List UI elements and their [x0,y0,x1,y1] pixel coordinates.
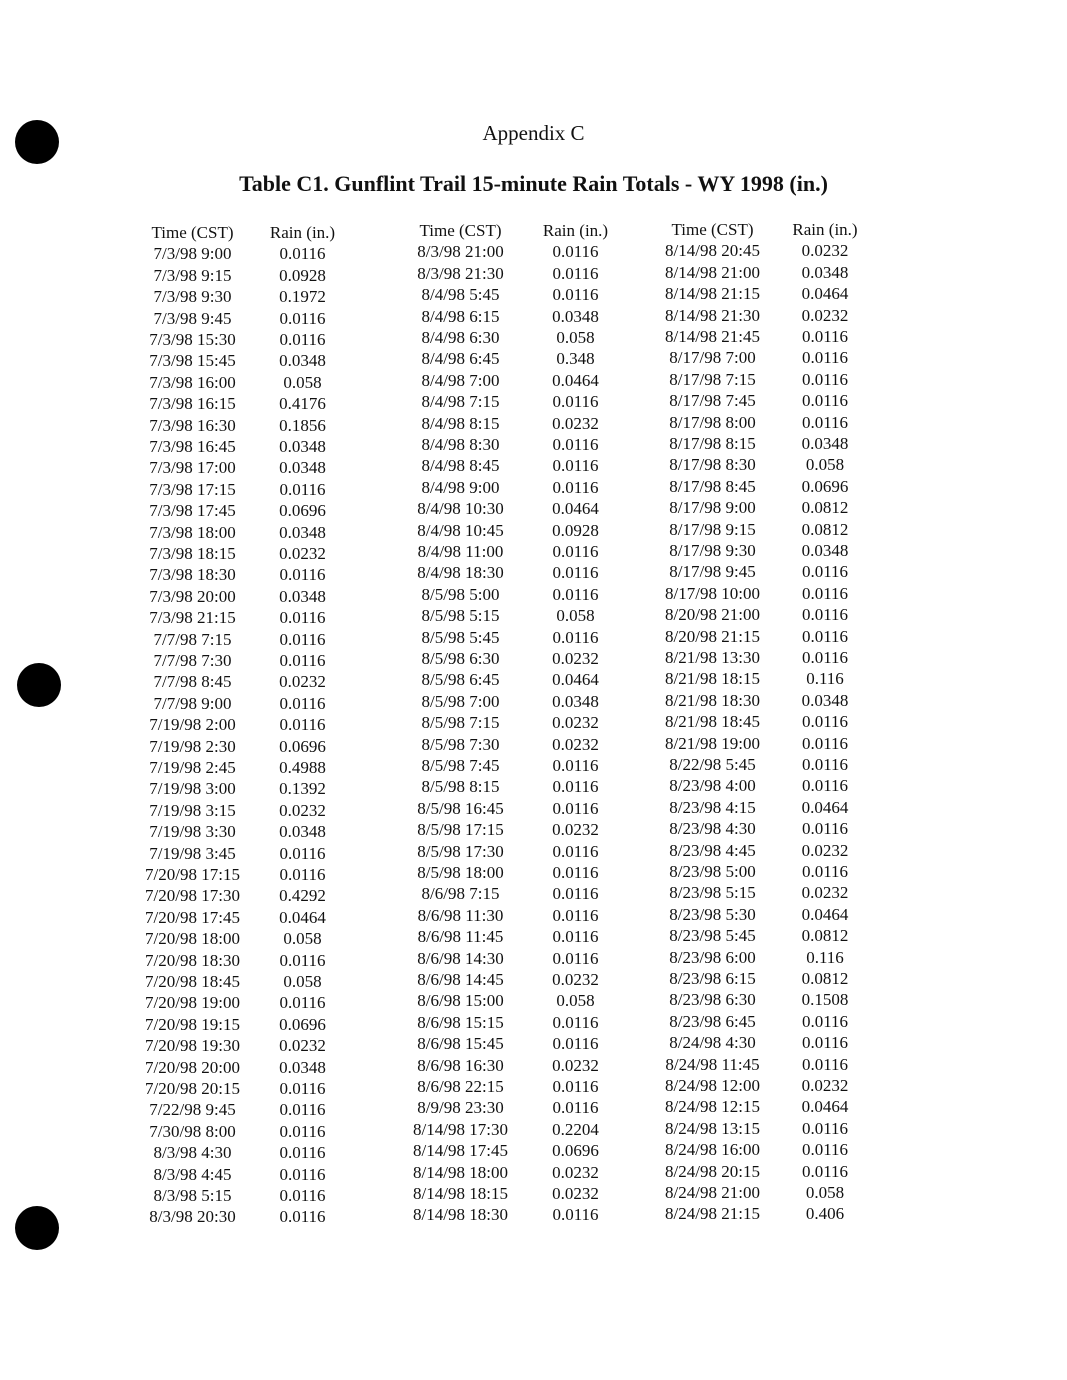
cell-rain: 0.0116 [279,308,326,328]
cell-time: 8/6/98 15:00 [417,991,504,1011]
cell-time: 7/3/98 15:45 [149,351,236,371]
cell-time: 8/23/98 4:30 [669,819,756,839]
cell-time: 8/4/98 10:45 [417,520,504,540]
cell-rain: 0.0116 [801,1118,849,1138]
cell-rain: 0.0116 [552,884,599,904]
cell-time: 8/14/98 21:45 [665,327,760,346]
cell-time: 8/21/98 13:30 [665,648,760,667]
cell-rain: 0.0812 [801,498,849,518]
cell-time: 7/20/98 17:15 [145,865,240,884]
cell-time: 8/4/98 9:00 [421,477,500,497]
cell-time: 8/6/98 11:45 [417,927,504,947]
cell-time: 7/19/98 3:30 [149,822,236,842]
cell-rain: 0.0116 [279,565,326,585]
cell-rain: 0.058 [283,372,322,392]
cell-rain: 0.0116 [279,865,326,884]
cell-time: 8/24/98 4:30 [669,1033,756,1053]
cell-rain: 0.0116 [279,330,326,349]
column-header-rain: Rain (in.) [269,223,336,242]
cell-rain: 0.0232 [801,883,849,903]
cell-time: 8/5/98 5:00 [421,584,500,604]
cell-rain: 0.2204 [552,1119,599,1139]
cell-time: 7/3/98 16:00 [149,372,236,392]
cell-time: 8/23/98 6:30 [669,990,756,1010]
cell-rain: 0.0232 [279,1036,326,1056]
cell-rain: 0.0116 [552,905,599,925]
cell-time: 8/24/98 16:00 [665,1140,760,1160]
cell-time: 7/3/98 9:30 [153,287,232,307]
cell-time: 7/20/98 19:15 [145,1014,240,1034]
cell-rain: 0.0116 [552,392,599,412]
cell-time: 8/6/98 14:45 [417,970,504,989]
appendix-label: Appendix C [482,121,585,145]
cell-rain: 0.058 [805,1183,845,1202]
cell-rain: 0.058 [805,455,845,475]
punch-hole-bottom [15,1206,59,1250]
cell-rain: 0.0116 [279,1164,326,1184]
cell-time: 8/21/98 19:00 [665,733,760,753]
cell-rain: 0.0232 [279,672,326,692]
cell-rain: 0.0116 [801,648,849,667]
cell-time: 8/5/98 5:45 [421,627,500,647]
cell-rain: 0.0116 [801,605,849,625]
cell-rain: 0.0348 [279,1057,326,1077]
column-header-rain: Rain (in.) [792,220,858,239]
cell-time: 8/23/98 6:00 [669,947,756,967]
cell-time: 8/5/98 6:30 [421,649,500,668]
cell-rain: 0.0348 [801,434,849,453]
cell-time: 8/17/98 7:45 [669,391,756,411]
cell-rain: 0.0348 [279,437,326,456]
cell-time: 7/7/98 7:30 [153,651,232,670]
cell-rain: 0.1392 [279,779,326,799]
cell-rain: 0.058 [556,991,595,1011]
cell-rain: 0.1508 [801,990,849,1010]
cell-time: 7/20/98 20:15 [145,1079,240,1098]
cell-rain: 0.0116 [552,948,599,968]
cell-time: 8/6/98 15:45 [417,1034,504,1054]
cell-rain: 0.0232 [279,544,326,563]
cell-rain: 0.0116 [552,435,599,454]
cell-time: 8/14/98 21:30 [665,305,760,325]
cell-rain: 0.348 [556,349,595,369]
cell-time: 7/20/98 19:30 [145,1036,240,1056]
cell-time: 7/20/98 20:00 [145,1057,240,1077]
cell-time: 7/3/98 15:30 [149,330,236,349]
cell-time: 8/23/98 4:45 [669,840,756,860]
cell-rain: 0.0348 [801,690,849,710]
cell-time: 7/20/98 18:30 [145,950,240,970]
cell-rain: 0.0232 [279,800,326,820]
cell-time: 8/3/98 4:45 [153,1164,232,1184]
cell-rain: 0.0116 [552,841,599,861]
cell-time: 8/17/98 9:30 [669,541,756,560]
cell-rain: 0.0116 [552,563,599,583]
cell-time: 7/3/98 20:00 [149,586,236,606]
cell-time: 7/20/98 17:45 [145,907,240,927]
cell-time: 8/3/98 21:30 [417,263,504,283]
cell-rain: 0.0348 [801,541,849,560]
cell-rain: 0.0232 [801,840,849,860]
cell-rain: 0.0464 [552,670,599,690]
cell-time: 8/6/98 22:15 [417,1077,504,1096]
cell-rain: 0.4176 [279,394,326,414]
cell-time: 8/14/98 20:45 [665,241,760,261]
cell-time: 7/19/98 3:15 [149,800,236,820]
cell-time: 8/14/98 18:15 [413,1184,508,1203]
cell-time: 8/4/98 5:45 [421,285,500,305]
cell-time: 8/4/98 6:30 [421,328,500,347]
cell-rain: 0.0116 [279,843,326,863]
cell-time: 7/3/98 9:15 [153,265,232,285]
cell-time: 8/14/98 21:15 [665,284,760,304]
cell-time: 8/17/98 8:45 [669,476,756,496]
cell-time: 7/20/98 18:00 [145,929,240,949]
column-header-time: Time (CST) [671,220,754,239]
cell-time: 7/3/98 16:30 [149,415,236,435]
cell-time: 8/23/98 5:00 [669,862,756,881]
cell-rain: 0.0696 [279,736,326,756]
cell-rain: 0.0116 [552,1034,599,1054]
cell-time: 8/23/98 6:45 [669,1011,756,1031]
cell-rain: 0.0928 [552,520,599,540]
cell-rain: 0.058 [283,929,322,949]
cell-rain: 0.0116 [552,542,599,561]
cell-rain: 0.0232 [552,1055,599,1075]
cell-rain: 0.406 [805,1204,845,1224]
cell-time: 7/20/98 19:00 [145,993,240,1013]
cell-time: 8/20/98 21:15 [665,626,760,646]
cell-rain: 0.0116 [552,1205,599,1225]
cell-time: 8/17/98 8:15 [669,434,756,453]
cell-rain: 0.0812 [801,969,849,988]
cell-time: 7/19/98 3:00 [149,779,236,799]
cell-rain: 0.0116 [552,798,599,818]
cell-rain: 0.0116 [552,927,599,947]
cell-rain: 0.0116 [801,1054,849,1074]
cell-rain: 0.0116 [279,1186,326,1205]
cell-time: 8/21/98 18:15 [665,669,760,689]
cell-time: 8/4/98 7:15 [421,392,500,412]
cell-time: 7/20/98 17:30 [145,886,240,906]
cell-time: 8/5/98 17:15 [417,820,504,840]
cell-time: 8/5/98 17:30 [417,841,504,861]
cell-rain: 0.0116 [552,285,599,305]
cell-rain: 0.0116 [552,627,599,647]
cell-time: 7/3/98 17:45 [149,501,236,521]
cell-rain: 0.0232 [552,820,599,840]
cell-rain: 0.0464 [801,797,849,817]
cell-time: 8/21/98 18:30 [665,690,760,710]
cell-time: 8/3/98 21:00 [417,242,504,262]
table-title: Table C1. Gunflint Trail 15-minute Rain Totals - WY 1998 (in.) [239,171,828,196]
cell-time: 7/3/98 18:00 [149,522,236,542]
cell-rain: 0.0348 [279,586,326,606]
cell-time: 8/5/98 7:00 [421,691,500,711]
cell-rain: 0.0696 [279,1014,326,1034]
cell-time: 7/3/98 9:45 [153,308,232,328]
cell-rain: 0.0232 [552,1162,599,1182]
cell-time: 8/5/98 16:45 [417,798,504,818]
cell-time: 7/19/98 2:00 [149,715,236,735]
cell-rain: 0.0116 [279,1079,326,1098]
cell-rain: 0.0232 [552,649,599,668]
cell-time: 8/3/98 4:30 [153,1143,232,1163]
cell-time: 8/4/98 18:30 [417,563,504,583]
cell-rain: 0.0928 [279,265,326,285]
cell-rain: 0.0232 [801,241,849,261]
cell-time: 8/23/98 5:15 [669,883,756,903]
cell-time: 8/4/98 10:30 [417,499,504,519]
cell-time: 7/7/98 7:15 [153,629,232,649]
cell-time: 8/24/98 11:45 [665,1054,760,1074]
cell-time: 8/17/98 9:15 [669,519,756,539]
cell-rain: 0.0232 [552,970,599,989]
cell-time: 8/14/98 18:00 [413,1162,508,1182]
cell-time: 7/22/98 9:45 [149,1100,236,1120]
cell-rain: 0.0116 [552,777,599,797]
cell-time: 7/3/98 17:00 [149,458,236,478]
cell-time: 8/4/98 6:45 [421,349,500,369]
cell-rain: 0.0232 [552,734,599,754]
cell-rain: 0.0116 [279,1100,326,1120]
cell-rain: 0.116 [806,947,844,967]
cell-rain: 0.0348 [552,691,599,711]
cell-time: 8/6/98 14:30 [417,948,504,968]
cell-rain: 0.0116 [801,1140,849,1160]
cell-time: 7/3/98 17:15 [149,479,236,499]
cell-time: 8/4/98 8:30 [421,435,500,454]
cell-rain: 0.4292 [279,886,326,906]
cell-time: 8/24/98 13:15 [665,1118,760,1138]
cell-rain: 0.0116 [801,712,849,732]
cell-rain: 0.0116 [552,263,599,283]
cell-time: 8/4/98 8:15 [421,413,500,433]
cell-time: 8/14/98 21:00 [665,262,760,282]
cell-rain: 0.0116 [801,583,849,603]
cell-time: 7/7/98 9:00 [153,693,232,713]
cell-time: 8/6/98 7:15 [421,884,500,904]
cell-time: 7/30/98 8:00 [149,1121,236,1141]
cell-time: 8/23/98 4:00 [669,776,756,796]
cell-time: 8/23/98 5:45 [669,926,756,946]
cell-time: 8/17/98 9:45 [669,562,756,582]
cell-rain: 0.0116 [552,1012,599,1032]
cell-rain: 0.0232 [552,1184,599,1203]
cell-rain: 0.0232 [552,713,599,733]
cell-rain: 0.0464 [279,907,326,927]
cell-rain: 0.0116 [279,244,326,264]
cell-rain: 0.1856 [279,415,326,435]
cell-time: 8/20/98 21:00 [665,605,760,625]
cell-rain: 0.0116 [552,584,599,604]
column-header-time: Time (CST) [151,223,234,242]
cell-rain: 0.0696 [801,476,849,496]
cell-rain: 0.0116 [279,950,326,970]
cell-time: 7/3/98 21:15 [149,608,236,628]
cell-rain: 0.0116 [552,863,599,882]
cell-rain: 0.0348 [279,822,326,842]
cell-time: 8/5/98 6:45 [421,670,500,690]
cell-rain: 0.0348 [279,458,326,478]
cell-rain: 0.0116 [801,327,849,346]
cell-time: 8/14/98 18:30 [413,1205,508,1225]
cell-time: 8/23/98 4:15 [669,797,756,817]
cell-time: 8/5/98 7:30 [421,734,500,754]
cell-time: 7/3/98 18:15 [149,544,236,563]
cell-time: 7/7/98 8:45 [153,672,232,692]
cell-rain: 0.0116 [279,693,326,713]
cell-rain: 0.0116 [279,715,326,735]
cell-rain: 0.0232 [801,1076,849,1095]
column-header-rain: Rain (in.) [542,221,609,240]
cell-time: 8/24/98 21:00 [665,1183,760,1202]
cell-rain: 0.0116 [801,733,849,753]
punch-hole-middle [17,663,61,707]
cell-rain: 0.0116 [279,608,326,628]
cell-time: 8/3/98 5:15 [153,1186,232,1205]
cell-rain: 0.0116 [279,1121,326,1141]
cell-time: 7/20/98 18:45 [145,972,240,991]
cell-rain: 0.0348 [279,522,326,542]
cell-time: 8/17/98 8:00 [669,412,756,432]
cell-rain: 0.0464 [801,1097,849,1117]
cell-rain: 0.0116 [279,1143,326,1163]
column-header-time: Time (CST) [419,221,502,240]
cell-time: 8/5/98 7:45 [421,756,500,775]
cell-rain: 0.0232 [552,413,599,433]
cell-time: 8/5/98 18:00 [417,863,504,882]
cell-time: 8/17/98 8:30 [669,455,756,475]
cell-rain: 0.0812 [801,926,849,946]
cell-time: 8/24/98 21:15 [665,1204,760,1224]
cell-rain: 0.0116 [552,242,599,262]
cell-rain: 0.058 [556,328,595,347]
cell-rain: 0.0464 [801,284,849,304]
cell-rain: 0.0116 [552,477,599,497]
cell-rain: 0.0348 [279,351,326,371]
cell-time: 7/19/98 3:45 [149,843,236,863]
cell-rain: 0.0116 [552,756,599,775]
cell-time: 8/4/98 8:45 [421,456,500,476]
cell-time: 8/22/98 5:45 [669,755,756,774]
cell-rain: 0.0464 [552,499,599,519]
cell-rain: 0.0348 [801,262,849,282]
cell-time: 8/5/98 5:15 [421,606,500,626]
cell-rain: 0.0116 [801,348,849,368]
cell-rain: 0.0812 [801,519,849,539]
cell-time: 8/4/98 11:00 [417,542,504,561]
cell-rain: 0.0464 [552,370,599,390]
cell-rain: 0.0116 [801,1161,849,1181]
cell-time: 8/3/98 20:30 [149,1207,236,1227]
cell-time: 8/4/98 7:00 [421,370,500,390]
cell-rain: 0.0116 [279,629,326,649]
cell-time: 8/5/98 8:15 [421,777,500,797]
cell-time: 8/17/98 7:15 [669,369,756,389]
cell-time: 8/21/98 18:45 [665,712,760,732]
cell-time: 8/6/98 15:15 [417,1012,504,1032]
cell-rain: 0.0116 [279,651,326,670]
cell-time: 7/3/98 16:15 [149,394,236,414]
cell-rain: 0.0116 [552,1077,599,1096]
cell-rain: 0.0116 [801,1033,849,1053]
cell-rain: 0.0116 [801,626,849,646]
cell-rain: 0.0696 [279,501,326,521]
cell-time: 7/3/98 18:30 [149,565,236,585]
cell-time: 8/17/98 9:00 [669,498,756,518]
cell-rain: 0.0116 [801,862,849,881]
cell-rain: 0.0116 [801,391,849,411]
cell-time: 8/6/98 16:30 [417,1055,504,1075]
cell-rain: 0.0348 [552,306,599,326]
cell-rain: 0.4988 [279,758,326,777]
cell-time: 8/23/98 5:30 [669,904,756,924]
cell-time: 7/19/98 2:30 [149,736,236,756]
cell-rain: 0.058 [556,606,595,626]
cell-time: 8/17/98 10:00 [665,583,760,603]
cell-time: 8/14/98 17:45 [413,1141,508,1161]
cell-rain: 0.0116 [801,369,849,389]
cell-time: 7/19/98 2:45 [149,758,236,777]
cell-time: 7/3/98 9:00 [153,244,232,264]
cell-rain: 0.0232 [801,305,849,325]
cell-rain: 0.0116 [279,993,326,1013]
cell-time: 8/24/98 20:15 [665,1161,760,1181]
cell-time: 7/3/98 16:45 [149,437,236,456]
cell-time: 8/9/98 23:30 [417,1098,504,1118]
cell-rain: 0.0116 [279,1207,326,1227]
cell-rain: 0.0116 [801,776,849,796]
cell-rain: 0.0696 [552,1141,599,1161]
cell-time: 8/24/98 12:15 [665,1097,760,1117]
cell-time: 8/14/98 17:30 [413,1119,508,1139]
cell-rain: 0.0116 [279,479,326,499]
cell-rain: 0.0464 [801,904,849,924]
cell-rain: 0.0116 [801,1011,849,1031]
cell-time: 8/17/98 7:00 [669,348,756,368]
cell-rain: 0.1972 [279,287,326,307]
cell-time: 8/23/98 6:15 [669,969,756,988]
cell-time: 8/24/98 12:00 [665,1076,760,1095]
cell-rain: 0.116 [806,669,844,689]
cell-rain: 0.0116 [801,562,849,582]
cell-time: 8/4/98 6:15 [421,306,500,326]
cell-rain: 0.058 [283,972,322,991]
cell-rain: 0.0116 [552,1098,599,1118]
cell-rain: 0.0116 [801,755,849,774]
cell-time: 8/5/98 7:15 [421,713,500,733]
cell-rain: 0.0116 [552,456,599,476]
cell-rain: 0.0116 [801,819,849,839]
cell-rain: 0.0116 [801,412,849,432]
cell-time: 8/6/98 11:30 [417,905,504,925]
